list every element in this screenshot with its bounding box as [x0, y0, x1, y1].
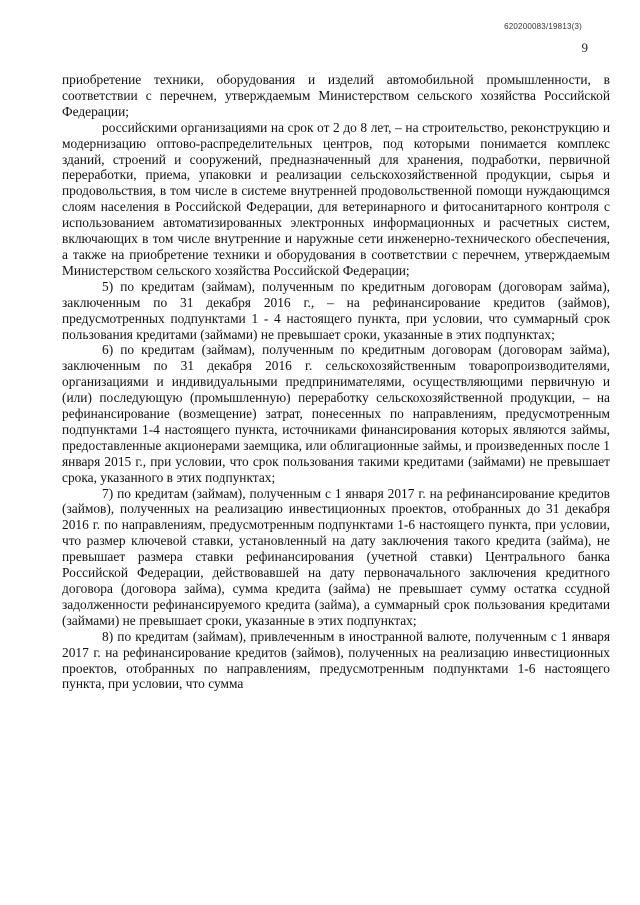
- page-number: 9: [581, 40, 588, 55]
- paragraph-item-7: 7) по кредитам (займам), полученным с 1 января 2017 г. на рефинансирование кредитов (займов), полученных на реализацию инвестиционных проектов, отобранных до 31 декабря 2016 г. по направлениям, предусмотренным подпунктами 1-6 настоящего пункта, при условии, что размер ключевой ставки, установленный на дату заключения такого кредита (займа), не превышает размера ставки рефинансирования (учетной ставки) Центрального банка Российской Федерации, действовавшей на дату первоначального заключения кредитного договора (договора займа), сумма кредита (займа) не превышает сумму остатка ссудной задолженности рефинансируемого кредита (займа), а суммарный срок пользования кредитами (займами) не превышает сроки, указанные в этих подпунктах;: [62, 485, 610, 628]
- paragraph-continuation: приобретение техники, оборудования и изделий автомобильной промышленности, в соответствии с перечнем, утверждаемым Министерством сельского хозяйства Российской Федерации;: [62, 72, 610, 119]
- paragraph-wholesale-centers: российскими организациями на срок от 2 до 8 лет, – на строительство, реконструкцию и модернизацию оптово-распределительных центров, под которыми понимается комплекс зданий, строений и сооружений, предназначенный для хранения, подработки, первичной переработки, приема, упаковки и реализации сельскохозяйственной продукции, сырья и продовольствия, в том числе в системе внутренней продовольственной помощи нуждающимся слоям населения в Российской Федерации, для ветеринарного и фитосанитарного контроля с использованием автоматизированных электронных информационных и расчетных систем, включающих в том числе внутренние и наружные сети инженерно-технического обеспечения, а также на приобретение техники и оборудования в соответствии с перечнем, утверждаемым Министерством сельского хозяйства Российской Федерации;: [62, 119, 610, 278]
- paragraph-item-5: 5) по кредитам (займам), полученным по кредитным договорам (договорам займа), заключенным по 31 декабря 2016 г., – на рефинансирование кредитов (займов), предусмотренных подпунктами 1 - 4 настоящего пункта, при условии, что суммарный срок пользования кредитами (займами) не превышает сроки, указанные в этих подпунктах;: [62, 278, 610, 342]
- paragraph-item-8: 8) по кредитам (займам), привлеченным в иностранной валюте, полученным с 1 января 2017 г. на рефинансирование кредитов (займов), полученных на реализацию инвестиционных проектов, отобранных по направлениям, предусмотренным подпунктами 1-6 настоящего пункта, при условии, что сумма: [62, 628, 610, 692]
- paragraph-item-6: 6) по кредитам (займам), полученным по кредитным договорам (договорам займа), заключенным по 31 декабря 2016 г. сельскохозяйственным товаропроизводителями, организациями и индивидуальными предпринимателями, осуществляющими первичную и (или) последующую (промышленную) переработку сельскохозяйственной продукции, – на рефинансирование (возмещение) затрат, понесенных по направлениям, предусмотренным подпунктами 1-4 настоящего пункта, источниками финансирования которых являются займы, предоставленные акционерами заемщика, или облигационные займы, и произведенных после 1 января 2015 г., при условии, что срок пользования такими кредитами (займами) не превышает срока, указанного в этих подпунктах;: [62, 342, 610, 485]
- document-id: 620200083/19813(3): [504, 22, 582, 31]
- document-body: [62, 72, 610, 692]
